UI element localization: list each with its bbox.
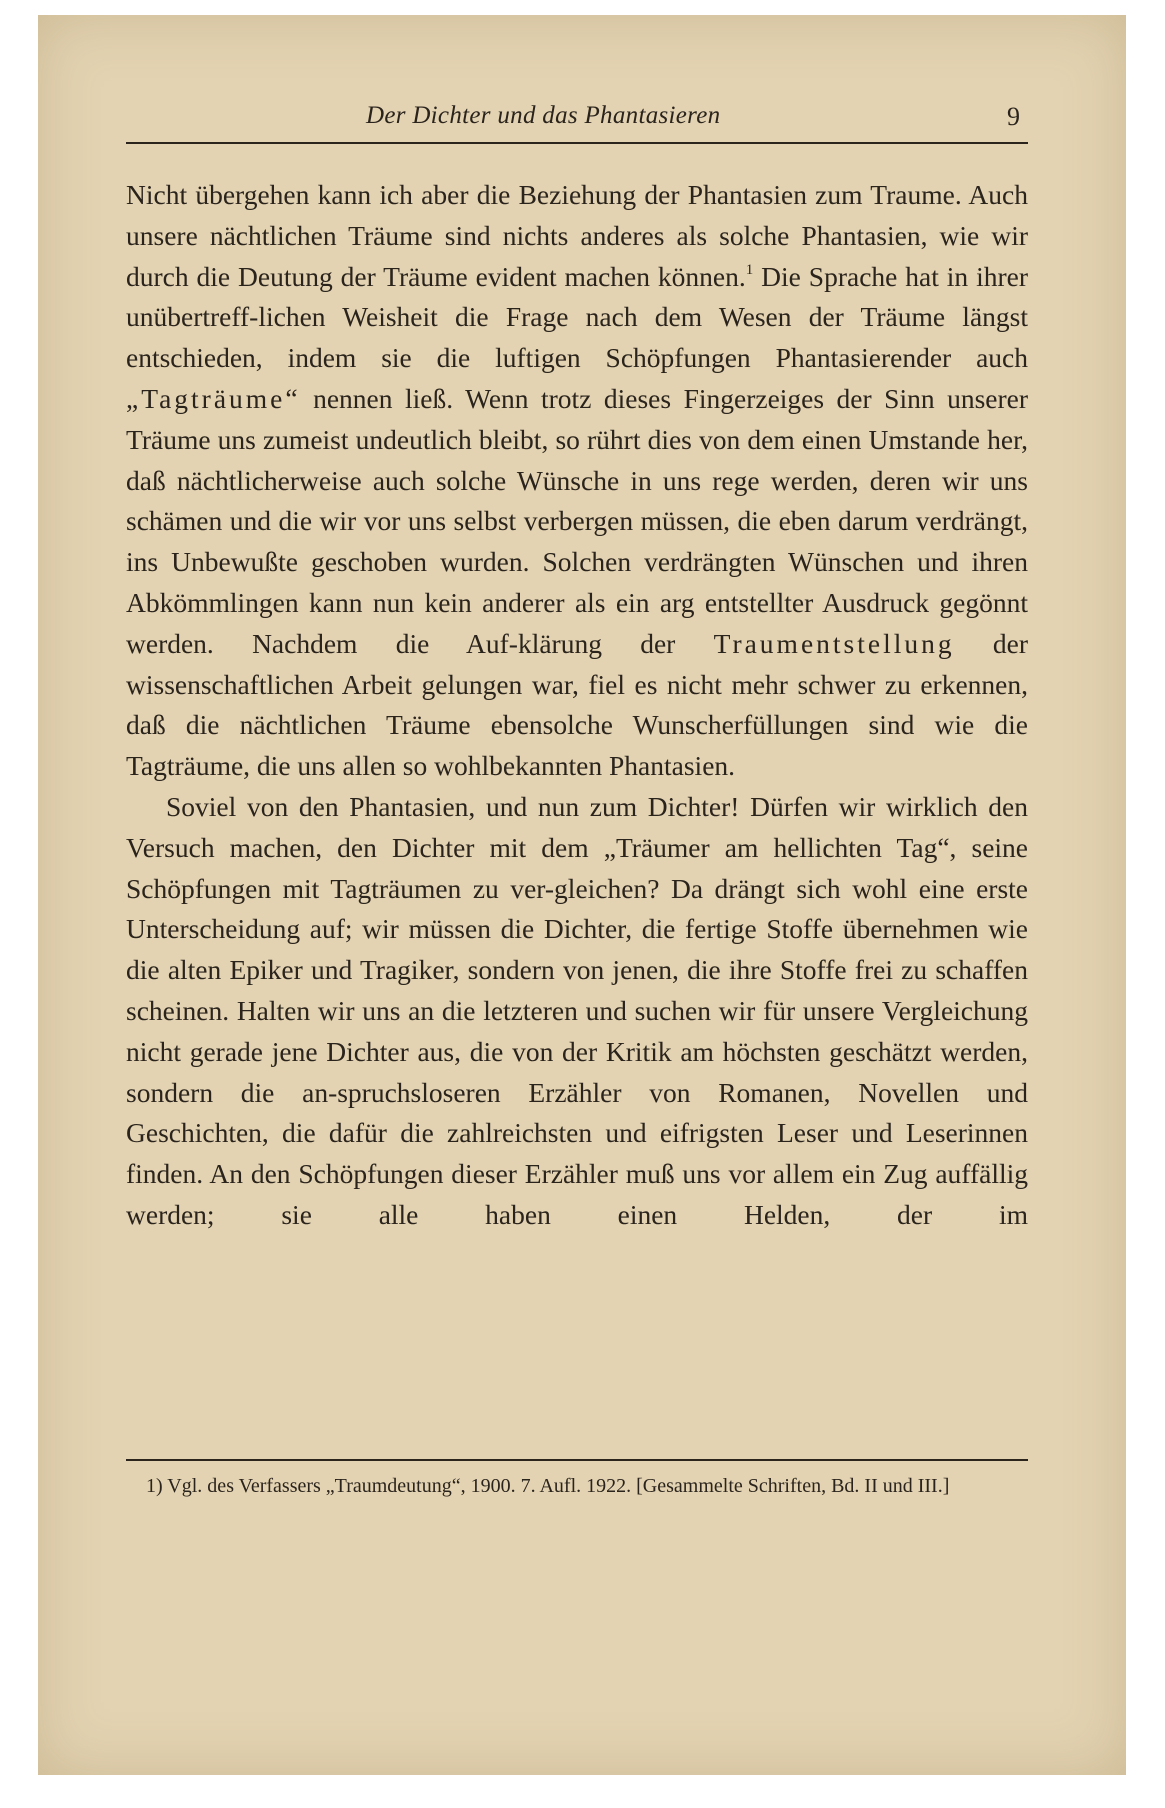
spaced-term-tagtraeume: „Tagträume“	[126, 382, 301, 414]
paragraph-1-text-a: Nicht übergehen kann ich aber die Beziehung der Phantasien zum Traume. Auch unsere nächtlichen Träume sind nichts anderes als solche Phantasien, wie wir durch die Deutung der Träume evident machen können.	[126, 179, 1028, 292]
page-header	[126, 102, 1028, 144]
running-title: Der Dichter und das Phantasieren	[366, 102, 721, 129]
paragraph-1-text-c: nennen ließ. Wenn trotz dieses Fingerzeiges der Sinn unserer Träume uns zumeist undeutlich bleibt, so rührt dies von dem einen Umstande her, daß nächtlicherweise auch solche Wünsche in uns rege werden, deren wir uns schämen und die wir vor uns selbst verbergen müssen, die eben darum verdrängt, ins Unbewußte geschoben wurden. Solchen verdrängten Wünschen und ihren Abkömmlingen kann nun kein anderer als ein arg entstellter Ausdruck gegönnt werden. Nachdem die Auf-klärung der	[126, 382, 1028, 659]
paragraph-1-text-d: der wissenschaftlichen Arbeit gelungen war, fiel es nicht mehr schwer zu erkennen, daß die nächtlichen Träume ebensolche Wunscherfüllungen sind wie die Tagträume, die uns allen so wohlbekannten Phantasien.	[126, 627, 1028, 782]
paragraph-2: Soviel von den Phantasien, und nun zum Dichter! Dürfen wir wirklich den Versuch machen, den Dichter mit dem „Träumer am hellichten Tag“, seine Schöpfungen mit Tagträumen zu ver-gleichen? Da drängt sich wohl eine erste Unterscheidung auf; wir müssen die Dichter, die fertige Stoffe übernehmen wie die alten Epiker und Tragiker, sondern von jenen, die ihre Stoffe frei zu schaffen scheinen. Halten wir uns an die letzteren und suchen wir für unsere Vergleichung nicht gerade jene Dichter aus, die von der Kritik am höchsten geschätzt werden, sondern die an-spruchsloseren Erzähler von Romanen, Novellen und Geschichten, die dafür die zahlreichsten und eifrigsten Leser und Leserinnen finden. An den Schöpfungen dieser Erzähler muß uns vor allem ein Zug auffällig werden; sie alle haben einen Helden, der im	[126, 790, 1028, 1230]
footnote-item	[126, 1471, 1028, 1501]
page-number: 9	[1007, 102, 1020, 131]
footnote-reference: 1	[745, 261, 754, 278]
footnote-marker: 1)	[146, 1475, 163, 1497]
body-text	[126, 175, 1028, 1236]
spaced-term-traumentstellung: Traumentstellung	[713, 627, 955, 659]
footnotes	[126, 1471, 1028, 1501]
book-page	[38, 15, 1126, 1775]
footnote-divider	[126, 1459, 1028, 1461]
paragraph-1-text-b: Die Sprache hat in ihrer unübertreff-lichen Weisheit die Frage nach dem Wesen der Träume längst entschieden, indem sie die luftigen Schöpfungen Phantasierender auch	[126, 260, 1028, 374]
paragraph-1	[126, 175, 1028, 787]
footnote-text: Vgl. des Verfassers „Traumdeutung“, 1900. 7. Aufl. 1922. [Gesammelte Schriften, Bd. II und III.]	[162, 1475, 950, 1497]
